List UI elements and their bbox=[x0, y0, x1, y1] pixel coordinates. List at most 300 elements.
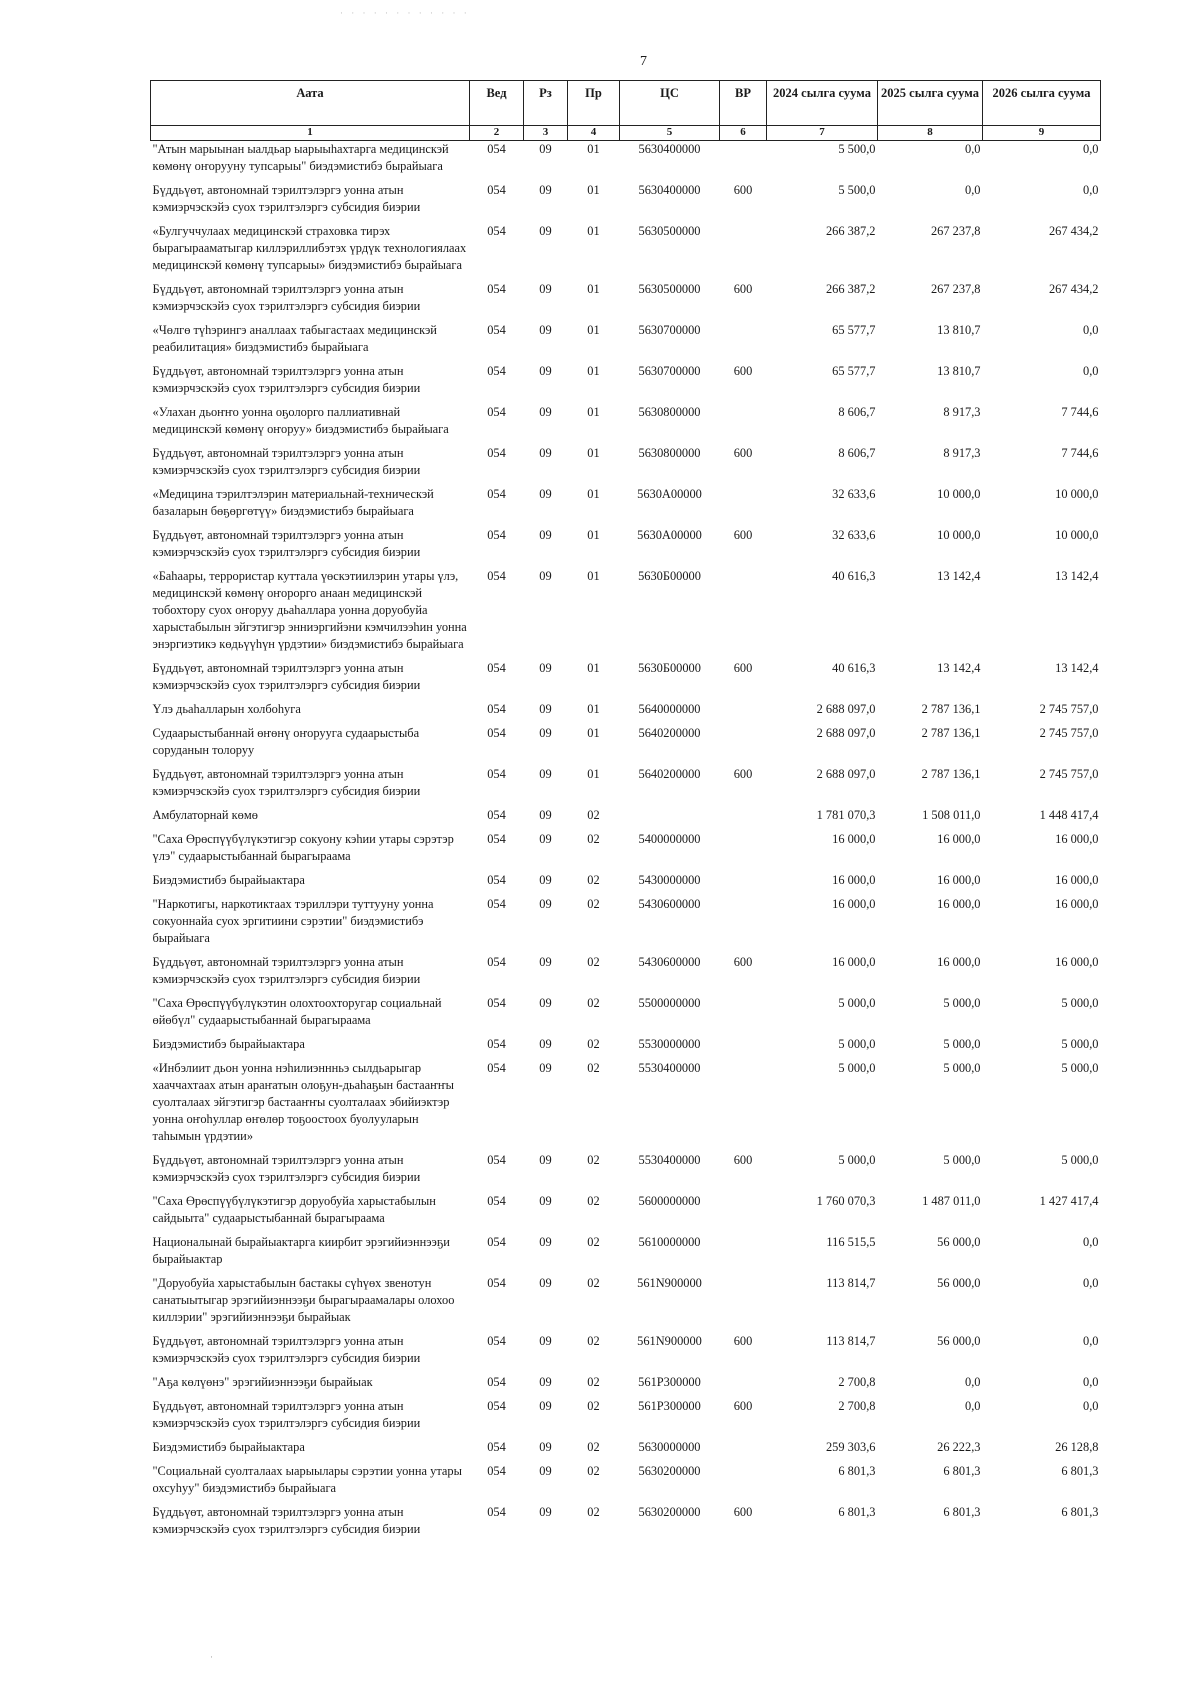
cell-pr: 02 bbox=[587, 1440, 600, 1454]
cell-vr bbox=[720, 1234, 767, 1275]
cell-2025: 16 000,0 bbox=[937, 873, 981, 887]
cell-pr: 02 bbox=[587, 1399, 600, 1413]
table-row bbox=[151, 831, 1101, 872]
cell-cs: 5630700000 bbox=[638, 323, 701, 337]
cell-cs: 5630Б00000 bbox=[638, 661, 701, 675]
cell-ved: 054 bbox=[487, 955, 506, 969]
cell-pr: 01 bbox=[587, 405, 600, 419]
table-row bbox=[151, 896, 1101, 954]
cell-pr: 02 bbox=[587, 808, 600, 822]
cell-vr bbox=[720, 831, 767, 872]
cell-cs: 5630500000 bbox=[638, 224, 701, 238]
cell-cs: 5600000000 bbox=[638, 1194, 701, 1208]
table-body bbox=[151, 141, 1101, 1546]
cell-pr: 01 bbox=[587, 702, 600, 716]
cell-cs: 561N900000 bbox=[637, 1334, 702, 1348]
cell-pr: 01 bbox=[587, 487, 600, 501]
cell-2024: 40 616,3 bbox=[832, 661, 876, 675]
cell-cs: 5630500000 bbox=[638, 282, 701, 296]
cell-pr: 02 bbox=[587, 1061, 600, 1075]
cell-vr bbox=[720, 1036, 767, 1060]
cell-2026: 5 000,0 bbox=[1061, 1037, 1099, 1051]
cell-name: "Атын марыынан ыалдьар ыарыыhахтарга медицинскэй көмөнү оҥорууну тупсарыы" биэдэмистибэ бырайыага bbox=[152, 142, 449, 173]
cell-rz: 09 bbox=[539, 1399, 552, 1413]
table-row bbox=[151, 1193, 1101, 1234]
cell-name: "Наркотигы, наркотиктаах тэриллэри туттууну уонна сокуоннайа суох эргитиини сэрэтии" биэдэмистибэ бырайыага bbox=[152, 897, 434, 945]
cell-2026: 10 000,0 bbox=[1055, 487, 1099, 501]
cell-2025: 56 000,0 bbox=[937, 1235, 981, 1249]
cell-vr bbox=[720, 872, 767, 896]
cell-rz: 09 bbox=[539, 996, 552, 1010]
table-row bbox=[151, 1504, 1101, 1545]
cell-cs: 5630400000 bbox=[638, 183, 701, 197]
cell-2025: 5 000,0 bbox=[943, 1061, 981, 1075]
cell-name: «Инбэлиит дьон уонна нэһилиэннньэ сылдьарыгар хааччахтаах атын араҥатын олоҕун-дьаһаҕын бастааҥҥы суолталаах эйгэтигэр бастааҥҥы суолталаах эбийиэктэр уонна оҥоһуллар өҥөлөр тоҕоостоох буолууларын таһымын үрдэтии» bbox=[152, 1061, 454, 1143]
cell-vr bbox=[720, 1439, 767, 1463]
cell-2025: 13 810,7 bbox=[937, 364, 981, 378]
cell-ved: 054 bbox=[487, 767, 506, 781]
table-row bbox=[151, 954, 1101, 995]
cell-pr: 02 bbox=[587, 1464, 600, 1478]
cell-ved: 054 bbox=[487, 1375, 506, 1389]
cell-name: Үлэ дьаһалларын холбоһуга bbox=[152, 702, 301, 716]
cell-2026: 7 744,6 bbox=[1061, 446, 1099, 460]
cell-2026: 0,0 bbox=[1083, 183, 1099, 197]
cell-rz: 09 bbox=[539, 1153, 552, 1167]
cell-cs: 5400000000 bbox=[638, 832, 701, 846]
cell-2025: 8 917,3 bbox=[943, 446, 981, 460]
cell-ved: 054 bbox=[487, 726, 506, 740]
header-rz: Рз bbox=[524, 81, 568, 126]
cell-vr bbox=[720, 725, 767, 766]
cell-2026: 0,0 bbox=[1083, 1375, 1099, 1389]
cell-rz: 09 bbox=[539, 1061, 552, 1075]
cell-2026: 0,0 bbox=[1083, 323, 1099, 337]
cell-2024: 65 577,7 bbox=[832, 364, 876, 378]
cell-2026: 13 142,4 bbox=[1055, 661, 1099, 675]
cell-vr bbox=[720, 807, 767, 831]
cell-rz: 09 bbox=[539, 873, 552, 887]
cell-name: "Саха Өрөспүүбүлүкэтигэр сокуону кэһии утары сэрэтэр үлэ" судаарыстыбаннай бырагыраама bbox=[152, 832, 454, 863]
cell-rz: 09 bbox=[539, 832, 552, 846]
cell-2024: 16 000,0 bbox=[832, 832, 876, 846]
cell-2025: 13 142,4 bbox=[937, 661, 981, 675]
column-number: 9 bbox=[983, 126, 1101, 141]
cell-name: Бүддьүөт, автономнай тэрилтэлэргэ уонна атын кэмиэрчэскэйэ суох тэрилтэлэргэ субсидия биэрии bbox=[152, 282, 421, 313]
cell-ved: 054 bbox=[487, 1464, 506, 1478]
column-number-row bbox=[151, 126, 1101, 141]
cell-cs: 5640000000 bbox=[638, 702, 701, 716]
cell-2025: 6 801,3 bbox=[943, 1505, 981, 1519]
cell-2026: 0,0 bbox=[1083, 364, 1099, 378]
cell-rz: 09 bbox=[539, 767, 552, 781]
cell-pr: 01 bbox=[587, 726, 600, 740]
table-row bbox=[151, 363, 1101, 404]
cell-ved: 054 bbox=[487, 1235, 506, 1249]
cell-rz: 09 bbox=[539, 569, 552, 583]
cell-2026: 7 744,6 bbox=[1061, 405, 1099, 419]
cell-2024: 2 700,8 bbox=[838, 1375, 876, 1389]
cell-cs: 5430600000 bbox=[638, 897, 701, 911]
cell-rz: 09 bbox=[539, 1194, 552, 1208]
cell-2026: 6 801,3 bbox=[1061, 1464, 1099, 1478]
header-ved: Вед bbox=[470, 81, 524, 126]
table-row bbox=[151, 1275, 1101, 1333]
cell-2026: 13 142,4 bbox=[1055, 569, 1099, 583]
cell-2025: 56 000,0 bbox=[937, 1334, 981, 1348]
cell-rz: 09 bbox=[539, 142, 552, 156]
cell-2025: 16 000,0 bbox=[937, 832, 981, 846]
table-row bbox=[151, 701, 1101, 725]
cell-pr: 02 bbox=[587, 897, 600, 911]
cell-vr bbox=[720, 223, 767, 281]
cell-cs: 5430000000 bbox=[638, 873, 701, 887]
table-row bbox=[151, 223, 1101, 281]
cell-cs bbox=[620, 807, 720, 831]
cell-2026: 5 000,0 bbox=[1061, 1153, 1099, 1167]
cell-cs: 561P300000 bbox=[638, 1399, 701, 1413]
cell-2025: 2 787 136,1 bbox=[921, 726, 981, 740]
cell-pr: 02 bbox=[587, 1037, 600, 1051]
cell-ved: 054 bbox=[487, 808, 506, 822]
cell-pr: 02 bbox=[587, 832, 600, 846]
cell-name: Судаарыстыбаннай өҥөнү оҥорууга судаарыстыба соруданын толоруу bbox=[152, 726, 420, 757]
cell-cs: 5530400000 bbox=[638, 1153, 701, 1167]
cell-cs: 5630А00000 bbox=[637, 487, 702, 501]
cell-2025: 2 787 136,1 bbox=[921, 702, 981, 716]
table-row bbox=[151, 1398, 1101, 1439]
cell-pr: 01 bbox=[587, 224, 600, 238]
cell-vr: 600 bbox=[733, 767, 753, 781]
cell-pr: 02 bbox=[587, 1505, 600, 1519]
cell-ved: 054 bbox=[487, 996, 506, 1010]
cell-rz: 09 bbox=[539, 224, 552, 238]
cell-vr bbox=[720, 1275, 767, 1333]
cell-rz: 09 bbox=[539, 528, 552, 542]
cell-2025: 16 000,0 bbox=[937, 897, 981, 911]
table-row bbox=[151, 766, 1101, 807]
cell-vr bbox=[720, 1374, 767, 1398]
column-number: 4 bbox=[568, 126, 620, 141]
table-row bbox=[151, 281, 1101, 322]
table-row bbox=[151, 1234, 1101, 1275]
cell-name: Бүддьүөт, автономнай тэрилтэлэргэ уонна атын кэмиэрчэскэйэ суох тэрилтэлэргэ субсидия биэрии bbox=[152, 183, 421, 214]
cell-cs: 5640200000 bbox=[638, 726, 701, 740]
cell-vr bbox=[720, 404, 767, 445]
cell-ved: 054 bbox=[487, 1276, 506, 1290]
cell-rz: 09 bbox=[539, 1276, 552, 1290]
cell-2024: 2 688 097,0 bbox=[816, 702, 876, 716]
table-row bbox=[151, 1060, 1101, 1152]
cell-2026: 6 801,3 bbox=[1061, 1505, 1099, 1519]
cell-name: Бүддьүөт, автономнай тэрилтэлэргэ уонна атын кэмиэрчэскэйэ суох тэрилтэлэргэ субсидия биэрии bbox=[152, 767, 421, 798]
header-pr: Пр bbox=[568, 81, 620, 126]
cell-vr: 600 bbox=[733, 1153, 753, 1167]
cell-rz: 09 bbox=[539, 661, 552, 675]
cell-2024: 266 387,2 bbox=[825, 282, 876, 296]
cell-2025: 8 917,3 bbox=[943, 405, 981, 419]
cell-cs: 5530400000 bbox=[638, 1061, 701, 1075]
cell-2024: 8 606,7 bbox=[838, 405, 876, 419]
cell-cs: 5610000000 bbox=[638, 1235, 701, 1249]
table-row bbox=[151, 182, 1101, 223]
cell-ved: 054 bbox=[487, 1153, 506, 1167]
cell-vr bbox=[720, 322, 767, 363]
cell-name: "Доруобуйа харыстабылын бастакы сүһүөх звенотун санатыытыгар эрэгийиэннээҕи бырагыраамалары олохоо киллэрии" эрэгийиэннээҕи бырайыак bbox=[152, 1276, 455, 1324]
cell-pr: 01 bbox=[587, 323, 600, 337]
cell-pr: 02 bbox=[587, 1334, 600, 1348]
cell-rz: 09 bbox=[539, 1375, 552, 1389]
cell-pr: 02 bbox=[587, 1194, 600, 1208]
table-row bbox=[151, 1333, 1101, 1374]
cell-2026: 26 128,8 bbox=[1055, 1440, 1099, 1454]
cell-2024: 8 606,7 bbox=[838, 446, 876, 460]
cell-ved: 054 bbox=[487, 282, 506, 296]
cell-ved: 054 bbox=[487, 1334, 506, 1348]
cell-name: Бүддьүөт, автономнай тэрилтэлэргэ уонна атын кэмиэрчэскэйэ суох тэрилтэлэргэ субсидия биэрии bbox=[152, 1334, 421, 1365]
cell-vr: 600 bbox=[733, 1399, 753, 1413]
cell-ved: 054 bbox=[487, 323, 506, 337]
table-row bbox=[151, 807, 1101, 831]
header-2024: 2024 сылга суума bbox=[767, 81, 878, 126]
header-name: Аата bbox=[151, 81, 470, 126]
cell-cs: 5530000000 bbox=[638, 1037, 701, 1051]
cell-2024: 2 700,8 bbox=[838, 1399, 876, 1413]
cell-rz: 09 bbox=[539, 405, 552, 419]
cell-2026: 16 000,0 bbox=[1055, 832, 1099, 846]
cell-2024: 65 577,7 bbox=[832, 323, 876, 337]
cell-name: «Баһаары, террористар куттала үөскэтиилэрин утары үлэ, медицинскэй көмөнү оҥорорго анаан медицинскэй тобохтору суох оҥоруу дьаһаллара уонна доруобуйа харыстабылын эйгэтигэр энниэргийэни кэмчилээһин уонна энэргиэтикэ көдьүүһүн үрдэтии» биэдэмистибэ бырайыага bbox=[152, 569, 467, 651]
column-number: 6 bbox=[720, 126, 767, 141]
column-number: 2 bbox=[470, 126, 524, 141]
cell-2024: 5 000,0 bbox=[838, 1153, 876, 1167]
cell-2024: 113 814,7 bbox=[826, 1276, 876, 1290]
cell-name: "Саха Өрөспүүбүлүкэтигэр доруобуйа харыстабылын сайдыыта" судаарыстыбаннай бырагыраама bbox=[152, 1194, 436, 1225]
cell-pr: 01 bbox=[587, 661, 600, 675]
cell-2026: 2 745 757,0 bbox=[1039, 702, 1099, 716]
cell-2026: 2 745 757,0 bbox=[1039, 726, 1099, 740]
cell-2026: 0,0 bbox=[1083, 1276, 1099, 1290]
cell-2026: 16 000,0 bbox=[1055, 873, 1099, 887]
cell-2024: 5 500,0 bbox=[838, 142, 876, 156]
cell-2025: 0,0 bbox=[965, 1375, 981, 1389]
cell-2025: 0,0 bbox=[965, 142, 981, 156]
cell-cs: 5430600000 bbox=[638, 955, 701, 969]
budget-table bbox=[150, 80, 1101, 1545]
cell-cs: 561N900000 bbox=[637, 1276, 702, 1290]
cell-name: «Медицина тэрилтэлэрин материальнай-техническэй базаларын бөҕөргөтүү» биэдэмистибэ бырайыага bbox=[152, 487, 434, 518]
cell-pr: 01 bbox=[587, 767, 600, 781]
cell-vr bbox=[720, 568, 767, 660]
cell-name: Амбулаторнай көмө bbox=[152, 808, 258, 822]
table-row bbox=[151, 141, 1101, 183]
cell-rz: 09 bbox=[539, 955, 552, 969]
cell-name: Бүддьүөт, автономнай тэрилтэлэргэ уонна атын кэмиэрчэскэйэ суох тэрилтэлэргэ субсидия биэрии bbox=[152, 1153, 421, 1184]
cell-ved: 054 bbox=[487, 487, 506, 501]
cell-2024: 5 000,0 bbox=[838, 996, 876, 1010]
cell-2025: 5 000,0 bbox=[943, 996, 981, 1010]
cell-vr: 600 bbox=[733, 183, 753, 197]
cell-rz: 09 bbox=[539, 282, 552, 296]
column-number: 8 bbox=[878, 126, 983, 141]
cell-vr: 600 bbox=[733, 1334, 753, 1348]
cell-2024: 16 000,0 bbox=[832, 873, 876, 887]
table-row bbox=[151, 445, 1101, 486]
cell-name: Бүддьүөт, автономнай тэрилтэлэргэ уонна атын кэмиэрчэскэйэ суох тэрилтэлэргэ субсидия биэрии bbox=[152, 1399, 421, 1430]
cell-2024: 40 616,3 bbox=[832, 569, 876, 583]
cell-2025: 26 222,3 bbox=[937, 1440, 981, 1454]
cell-rz: 09 bbox=[539, 726, 552, 740]
cell-2024: 116 515,5 bbox=[826, 1235, 876, 1249]
cell-ved: 054 bbox=[487, 1399, 506, 1413]
cell-2026: 0,0 bbox=[1083, 1334, 1099, 1348]
cell-rz: 09 bbox=[539, 1464, 552, 1478]
cell-2025: 1 487 011,0 bbox=[922, 1194, 981, 1208]
cell-pr: 01 bbox=[587, 364, 600, 378]
cell-vr: 600 bbox=[733, 661, 753, 675]
cell-name: Бүддьүөт, автономнай тэрилтэлэргэ уонна атын кэмиэрчэскэйэ суох тэрилтэлэргэ субсидия биэрии bbox=[152, 661, 421, 692]
cell-cs: 5630200000 bbox=[638, 1464, 701, 1478]
cell-ved: 054 bbox=[487, 897, 506, 911]
cell-pr: 01 bbox=[587, 528, 600, 542]
cell-cs: 5630200000 bbox=[638, 1505, 701, 1519]
table-row bbox=[151, 322, 1101, 363]
cell-name: Бүддьүөт, автономнай тэрилтэлэргэ уонна атын кэмиэрчэскэйэ суох тэрилтэлэргэ субсидия биэрии bbox=[152, 1505, 421, 1536]
cell-rz: 09 bbox=[539, 446, 552, 460]
cell-2024: 6 801,3 bbox=[838, 1505, 876, 1519]
cell-name: Бүддьүөт, автономнай тэрилтэлэргэ уонна атын кэмиэрчэскэйэ суох тэрилтэлэргэ субсидия биэрии bbox=[152, 364, 421, 395]
cell-2025: 13 810,7 bbox=[937, 323, 981, 337]
cell-vr bbox=[720, 701, 767, 725]
cell-2024: 259 303,6 bbox=[825, 1440, 876, 1454]
cell-cs: 5640200000 bbox=[638, 767, 701, 781]
table-row bbox=[151, 660, 1101, 701]
cell-rz: 09 bbox=[539, 364, 552, 378]
column-number: 1 bbox=[151, 126, 470, 141]
table-row bbox=[151, 872, 1101, 896]
cell-ved: 054 bbox=[487, 661, 506, 675]
cell-name: Бүддьүөт, автономнай тэрилтэлэргэ уонна атын кэмиэрчэскэйэ суох тэрилтэлэргэ субсидия биэрии bbox=[152, 528, 421, 559]
cell-cs: 5630400000 bbox=[638, 142, 701, 156]
cell-cs: 5630700000 bbox=[638, 364, 701, 378]
cell-vr bbox=[720, 995, 767, 1036]
cell-ved: 054 bbox=[487, 702, 506, 716]
cell-ved: 054 bbox=[487, 364, 506, 378]
cell-cs: 5630А00000 bbox=[637, 528, 702, 542]
cell-pr: 01 bbox=[587, 569, 600, 583]
cell-2024: 2 688 097,0 bbox=[816, 767, 876, 781]
cell-pr: 02 bbox=[587, 996, 600, 1010]
header-vr: ВР bbox=[720, 81, 767, 126]
cell-2024: 1 760 070,3 bbox=[816, 1194, 876, 1208]
cell-2025: 267 237,8 bbox=[930, 282, 981, 296]
cell-2025: 6 801,3 bbox=[943, 1464, 981, 1478]
cell-vr: 600 bbox=[733, 282, 753, 296]
cell-vr bbox=[720, 486, 767, 527]
header-2026: 2026 сылга суума bbox=[983, 81, 1101, 126]
cell-rz: 09 bbox=[539, 1440, 552, 1454]
table-row bbox=[151, 995, 1101, 1036]
cell-2025: 10 000,0 bbox=[937, 528, 981, 542]
column-number: 7 bbox=[767, 126, 878, 141]
cell-rz: 09 bbox=[539, 1505, 552, 1519]
cell-2026: 0,0 bbox=[1083, 1399, 1099, 1413]
cell-2024: 16 000,0 bbox=[832, 955, 876, 969]
cell-ved: 054 bbox=[487, 1505, 506, 1519]
cell-2025: 10 000,0 bbox=[937, 487, 981, 501]
header-2025: 2025 сылга суума bbox=[878, 81, 983, 126]
cell-2026: 5 000,0 bbox=[1061, 996, 1099, 1010]
cell-ved: 054 bbox=[487, 224, 506, 238]
cell-2026: 267 434,2 bbox=[1048, 224, 1099, 238]
cell-cs: 5630Б00000 bbox=[638, 569, 701, 583]
cell-name: Бүддьүөт, автономнай тэрилтэлэргэ уонна атын кэмиэрчэскэйэ суох тэрилтэлэргэ субсидия биэрии bbox=[152, 955, 421, 986]
cell-pr: 02 bbox=[587, 1375, 600, 1389]
cell-2024: 6 801,3 bbox=[838, 1464, 876, 1478]
table-row bbox=[151, 527, 1101, 568]
cell-2026: 1 427 417,4 bbox=[1039, 1194, 1099, 1208]
cell-name: "Социальнай суолталаах ыарыылары сэрэтии уонна утары охсуһуу" биэдэмистибэ бырайыага bbox=[152, 1464, 462, 1495]
cell-vr: 600 bbox=[733, 528, 753, 542]
cell-vr bbox=[720, 896, 767, 954]
cell-2025: 0,0 bbox=[965, 1399, 981, 1413]
table-row bbox=[151, 1036, 1101, 1060]
cell-2024: 5 500,0 bbox=[838, 183, 876, 197]
cell-2024: 5 000,0 bbox=[838, 1061, 876, 1075]
cell-rz: 09 bbox=[539, 1334, 552, 1348]
cell-2025: 16 000,0 bbox=[937, 955, 981, 969]
cell-pr: 02 bbox=[587, 873, 600, 887]
cell-ved: 054 bbox=[487, 1037, 506, 1051]
cell-2026: 0,0 bbox=[1083, 1235, 1099, 1249]
cell-ved: 054 bbox=[487, 405, 506, 419]
cell-rz: 09 bbox=[539, 323, 552, 337]
cell-2026: 16 000,0 bbox=[1055, 955, 1099, 969]
cell-rz: 09 bbox=[539, 1037, 552, 1051]
header-cs: ЦС bbox=[620, 81, 720, 126]
cell-2026: 0,0 bbox=[1083, 142, 1099, 156]
cell-name: "Аҕа көлүөнэ" эрэгийиэннээҕи бырайыак bbox=[152, 1375, 373, 1389]
cell-ved: 054 bbox=[487, 1440, 506, 1454]
table-row bbox=[151, 1439, 1101, 1463]
cell-name: Биэдэмистибэ бырайыактара bbox=[152, 1037, 305, 1051]
cell-name: Националынай бырайыактарга киирбит эрэгийиэннээҕи бырайыактар bbox=[152, 1235, 450, 1266]
cell-2025: 1 508 011,0 bbox=[922, 808, 981, 822]
cell-2024: 16 000,0 bbox=[832, 897, 876, 911]
cell-2024: 5 000,0 bbox=[838, 1037, 876, 1051]
column-number: 3 bbox=[524, 126, 568, 141]
column-number: 5 bbox=[620, 126, 720, 141]
cell-2024: 266 387,2 bbox=[825, 224, 876, 238]
cell-ved: 054 bbox=[487, 183, 506, 197]
cell-rz: 09 bbox=[539, 702, 552, 716]
cell-2026: 5 000,0 bbox=[1061, 1061, 1099, 1075]
cell-name: Биэдэмистибэ бырайыактара bbox=[152, 873, 305, 887]
cell-2025: 5 000,0 bbox=[943, 1037, 981, 1051]
cell-2026: 16 000,0 bbox=[1055, 897, 1099, 911]
cell-pr: 02 bbox=[587, 1276, 600, 1290]
cell-2025: 267 237,8 bbox=[930, 224, 981, 238]
cell-cs: 5630800000 bbox=[638, 446, 701, 460]
cell-vr: 600 bbox=[733, 1505, 753, 1519]
scan-artifact: · · · · · · · · · · · · bbox=[340, 8, 470, 18]
cell-rz: 09 bbox=[539, 487, 552, 501]
scan-artifact: · bbox=[210, 1652, 213, 1662]
page-number: 7 bbox=[640, 54, 647, 69]
cell-name: Биэдэмистибэ бырайыактара bbox=[152, 1440, 305, 1454]
cell-2024: 113 814,7 bbox=[826, 1334, 876, 1348]
cell-ved: 054 bbox=[487, 528, 506, 542]
